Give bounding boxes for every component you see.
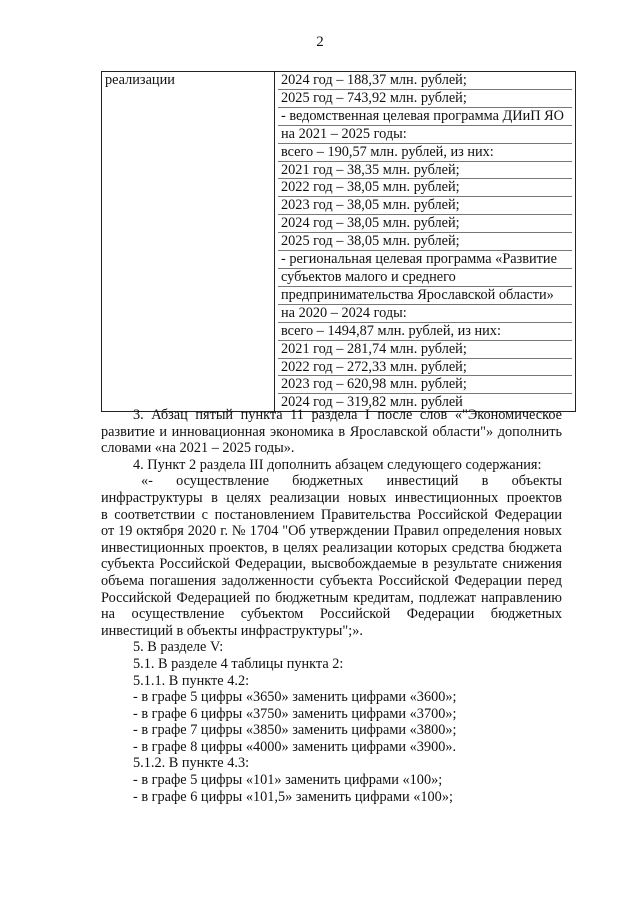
quote-line: «- осуществление бюджетных инвестиций в объекты	[141, 473, 562, 490]
list-item: - в графе 5 цифры «101» заменить цифрами «100»;	[133, 772, 443, 789]
paragraph-3-line: развитие и инновационная экономика в Ярославской области"» дополнить	[101, 423, 562, 440]
funding-line: на 2021 – 2025 годы:	[278, 126, 572, 144]
table-row	[102, 72, 576, 412]
quote-line: инвестиций в объекты инфраструктуры";».	[101, 622, 363, 639]
funding-line: 2023 год – 620,98 млн. рублей;	[278, 376, 572, 394]
page-number: 2	[316, 34, 324, 50]
quote-line: объема погашения задолженности субъекта Российской Федерации перед	[101, 572, 562, 589]
table-cell-funding	[275, 72, 576, 412]
quote-line: инфраструктуры в целях реализации новых инвестиционных проектов	[101, 489, 562, 506]
paragraph-5: 5. В разделе V:	[133, 639, 224, 656]
funding-line: - ведомственная целевая программа ДИиП ЯО	[278, 108, 572, 126]
quote-line: инвестиционных проектов, в целях реализации которых средства бюджета	[101, 539, 562, 556]
funding-line: - региональная целевая программа «Развитие	[278, 251, 572, 269]
funding-line: субъектов малого и среднего	[278, 269, 572, 287]
list-item: - в графе 7 цифры «3850» заменить цифрами «3800»;	[133, 722, 457, 739]
quote-line: в соответствии с постановлением Правительства Российской Федерации	[101, 506, 562, 523]
quote-line: от 19 октября 2020 г. № 1704 "Об утверждении Правил определения новых	[101, 523, 562, 540]
table-cell-label: реализации	[102, 72, 275, 412]
funding-line: 2025 год – 743,92 млн. рублей;	[278, 90, 572, 108]
paragraph-5-1-1: 5.1.1. В пункте 4.2:	[133, 672, 250, 689]
amendments-text	[101, 407, 562, 805]
quote-line: на осуществление субъектом Российской Федерации бюджетных	[101, 606, 562, 623]
list-item: - в графе 6 цифры «3750» заменить цифрами «3700»;	[133, 705, 457, 722]
funding-line: 2021 год – 281,74 млн. рублей;	[278, 341, 572, 359]
paragraph-3-line: словами «на 2021 – 2025 годы».	[101, 440, 295, 457]
paragraph-3-line: 3. Абзац пятый пункта 11 раздела I после слов «"Экономическое	[133, 407, 562, 423]
funding-line: 2024 год – 319,82 млн. рублей	[281, 394, 463, 411]
funding-line: на 2020 – 2024 годы:	[278, 305, 572, 323]
funding-line: 2023 год – 38,05 млн. рублей;	[278, 197, 572, 215]
funding-line: 2025 год – 38,05 млн. рублей;	[278, 233, 572, 251]
list-item: - в графе 8 цифры «4000» заменить цифрами «3900».	[133, 738, 457, 755]
paragraph-4: 4. Пункт 2 раздела III дополнить абзацем следующего содержания:	[133, 456, 542, 473]
funding-line: 2024 год – 38,05 млн. рублей;	[278, 215, 572, 233]
quote-line: Российской Федерацией по бюджетным кредитам, подлежат направлению	[101, 589, 562, 606]
paragraph-5-1: 5.1. В разделе 4 таблицы пункта 2:	[133, 655, 344, 672]
quote-line: субъекта Российской Федерации, высвобождаемые в результате снижения	[101, 556, 562, 573]
funding-line: 2022 год – 272,33 млн. рублей;	[278, 359, 572, 377]
list-item: - в графе 5 цифры «3650» заменить цифрами «3600»;	[133, 689, 457, 706]
funding-line: 2022 год – 38,05 млн. рублей;	[278, 179, 572, 197]
funding-line: 2024 год – 188,37 млн. рублей;	[278, 72, 572, 90]
list-item: - в графе 6 цифры «101,5» заменить цифрами «100»;	[133, 788, 453, 805]
funding-line: всего – 190,57 млн. рублей, из них:	[278, 144, 572, 162]
funding-table	[101, 71, 576, 412]
paragraph-5-1-2: 5.1.2. В пункте 4.3:	[133, 755, 250, 772]
funding-line: 2021 год – 38,35 млн. рублей;	[278, 162, 572, 180]
funding-line: предпринимательства Ярославской области»	[278, 287, 572, 305]
funding-line: всего – 1494,87 млн. рублей, из них:	[278, 323, 572, 341]
